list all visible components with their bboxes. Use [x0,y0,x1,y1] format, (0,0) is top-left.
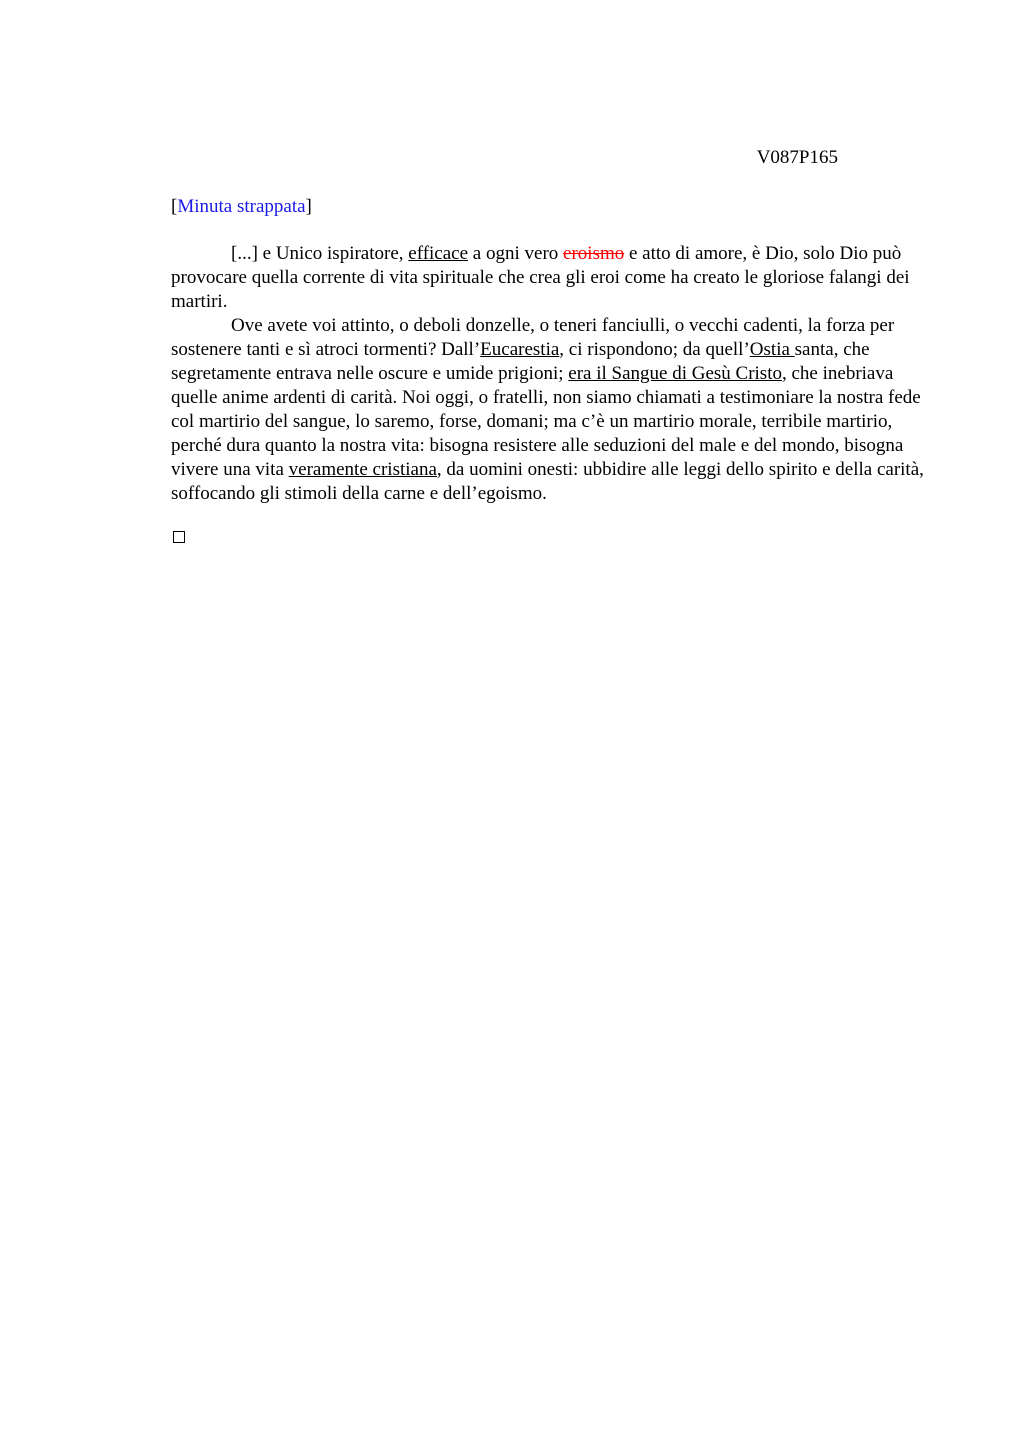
paragraph [171,314,929,506]
text-segment: e atto di amore, è Dio, solo Dio può provocare quella corrente di vita spirituale che crea gli eroi come ha creato le gloriose falangi dei martiri. [171,243,910,312]
text-segment: [...] e Unico ispiratore, [231,243,409,264]
empty-square-icon [173,531,185,543]
text-segment: santa, che segretamente entrava nelle oscure e umide prigioni; [171,339,870,384]
text-segment: a ogni vero [468,243,564,264]
note-close-bracket: ] [305,196,312,217]
underlined-text: era il Sangue di Gesù Cristo [568,363,782,384]
paragraph [171,242,929,314]
underlined-text: efficace [408,243,469,264]
text-segment: , ci rispondono; da quell’ [559,339,750,360]
text-segment: , da uomini onesti: ubbidire alle leggi dello spirito e della carità, soffocando gli stimoli della carne e dell’egoismo. [171,459,924,504]
text-segment: , che inebriava quelle anime ardenti di carità. Noi oggi, o fratelli, non siamo chiamati a testimoniare la nostra fede col martirio del sangue, lo saremo, forse, domani; ma c’è un martirio morale, terribile martirio, perché dura quanto la nostra vita: bisogna resistere alle seduzioni del male e del mondo, bisogna vivere una vita [171,363,921,480]
text-segment: Ove avete voi attinto, o deboli donzelle, o teneri fanciulli, o vecchi cadenti, la forza per sostenere tanti e sì atroci tormenti? Dall’ [171,315,895,360]
document-id: V087P165 [756,147,838,168]
editorial-note [171,196,312,218]
deleted-text: eroismo [563,243,625,264]
document-body [171,242,929,506]
underlined-text: veramente cristiana [288,459,437,480]
note-open-bracket: [ [171,196,178,217]
underlined-text: Ostia [749,339,795,360]
underlined-text: Eucarestia [480,339,560,360]
note-text: Minuta strappata [177,196,306,217]
